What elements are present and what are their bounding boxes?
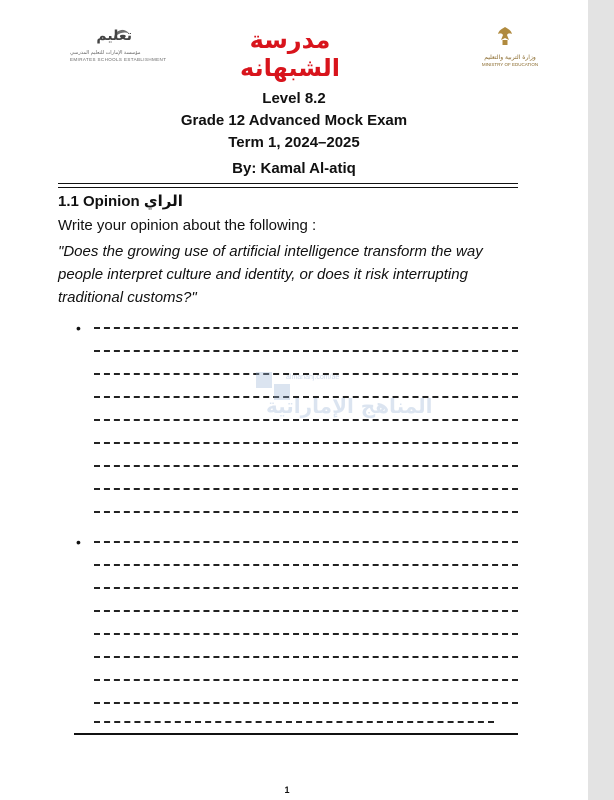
answer-line[interactable]: [94, 465, 518, 467]
logo-english-name: EMIRATES SCHOOLS ESTABLISHMENT: [70, 57, 167, 62]
bullet: •: [76, 320, 81, 336]
page-number: 1: [284, 785, 290, 795]
answer-line[interactable]: [94, 721, 494, 723]
term-title: Term 1, 2024–2025: [228, 134, 360, 151]
watermark-square-icon: [256, 372, 272, 388]
answer-line[interactable]: [94, 442, 518, 444]
answer-line[interactable]: [94, 587, 518, 589]
answer-line[interactable]: [94, 656, 518, 658]
school-name: مدرسة الشبهانه: [240, 26, 340, 82]
answer-line[interactable]: [94, 350, 518, 352]
answer-line[interactable]: [94, 633, 518, 635]
ministry-of-education-logo: [470, 24, 550, 68]
section-heading: [58, 192, 183, 210]
watermark-url: almanahj.com/ae: [286, 374, 340, 381]
level-title: Level 8.2: [262, 90, 326, 107]
answer-line[interactable]: [94, 511, 518, 513]
ministry-arabic-name: وزارة التربية والتعليم: [484, 54, 536, 61]
answer-line[interactable]: [94, 327, 518, 329]
falcon-emblem-icon: [496, 26, 514, 46]
answer-line[interactable]: [94, 679, 518, 681]
opinion-question: "Does the growing use of artificial intelligence transform the way people interpret culture and identity, or does it risk interrupting traditional customs?": [58, 243, 483, 306]
bullet: •: [76, 534, 81, 550]
answer-line[interactable]: [94, 541, 518, 543]
header: [0, 0, 588, 80]
answer-line[interactable]: [94, 610, 518, 612]
answer-line[interactable]: [94, 488, 518, 490]
answer-line[interactable]: [94, 564, 518, 566]
ministry-english-name: MINISTRY OF EDUCATION: [481, 62, 539, 67]
exam-title: Grade 12 Advanced Mock Exam: [180, 112, 408, 129]
instruction-text: Write your opinion about the following :: [58, 217, 317, 234]
watermark-text: المناهج الإماراتية: [266, 394, 433, 418]
author-byline: By: Kamal Al-atiq: [232, 160, 356, 177]
title-divider: [58, 183, 518, 188]
bottom-divider: [74, 733, 518, 735]
watermark: [256, 372, 433, 432]
exam-titles: [0, 88, 588, 154]
answer-line[interactable]: [94, 702, 518, 704]
logo-arabic-name: مؤسسة الإمارات للتعليم المدرسي: [70, 50, 141, 56]
section-number-title: 1.1 Opinion: [58, 193, 140, 210]
section-arabic-title: الراي: [143, 192, 183, 210]
emirates-schools-logo: [70, 26, 178, 66]
logo-mark-text: تعليم: [96, 28, 132, 44]
